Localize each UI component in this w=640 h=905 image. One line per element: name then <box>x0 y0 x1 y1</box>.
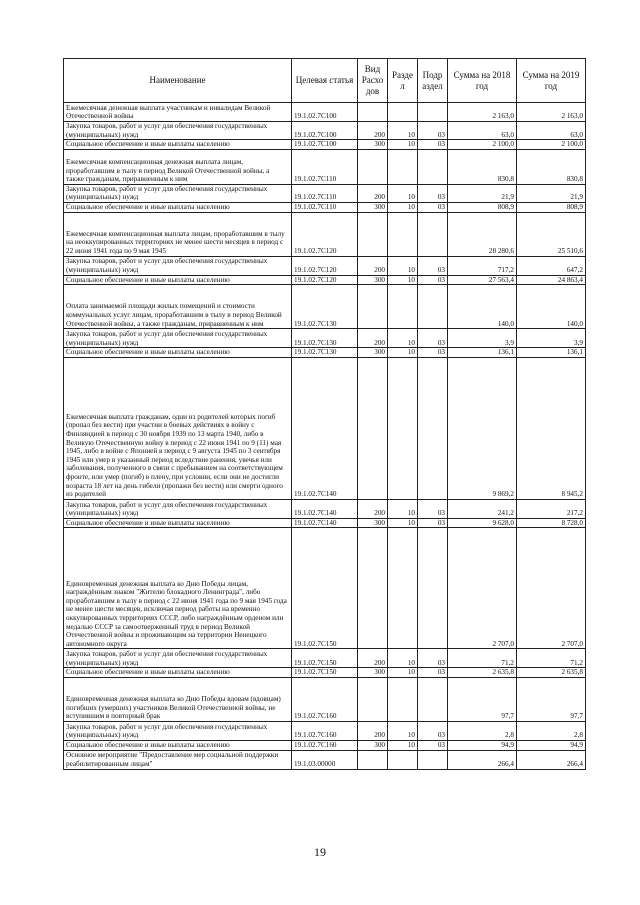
row-section <box>388 528 418 649</box>
row-sum-2018: 3,9 <box>448 329 517 348</box>
table-body <box>64 103 586 770</box>
row-target-article: 19.1.02.7С160 <box>292 721 358 740</box>
row-target-article: 19.1.02.7С140 <box>292 357 358 499</box>
row-expense-type: 200 <box>358 122 388 140</box>
row-sum-2018: 94,9 <box>448 740 517 750</box>
row-name: Единовременная денежная выплата ко Дню Победы вдовам (вдовцам) погибших (умерших) участников Великой Отечественной войны, не вступившим в повторный брак <box>64 677 292 721</box>
row-section: 10 <box>388 202 418 212</box>
row-name: Социальное обеспечение и иные выплаты населению <box>64 202 292 212</box>
row-sum-2018: 9 628,0 <box>448 518 517 528</box>
row-expense-type <box>358 677 388 721</box>
row-target-article: 19.1.02.7С160 <box>292 677 358 721</box>
row-expense-type: 200 <box>358 256 388 275</box>
row-section: 10 <box>388 122 418 140</box>
row-name: Социальное обеспечение и иные выплаты населению <box>64 348 292 358</box>
budget-table <box>63 58 586 770</box>
row-name: Закупка товаров, работ и услуг для обеспечения государственных (муниципальных) нужд <box>64 329 292 348</box>
row-name: Социальное обеспечение и иные выплаты населению <box>64 668 292 678</box>
row-name: Закупка товаров, работ и услуг для обеспечения государственных (муниципальных) нужд <box>64 721 292 740</box>
row-subsection: 03 <box>418 499 448 518</box>
table-row <box>64 275 586 285</box>
row-sum-2018: 21,9 <box>448 184 517 202</box>
row-target-article: 19.1.02.7С150 <box>292 668 358 678</box>
row-sum-2019: 2 100,0 <box>517 140 586 150</box>
row-expense-type: 200 <box>358 499 388 518</box>
row-expense-type <box>358 528 388 649</box>
row-section: 10 <box>388 740 418 750</box>
row-subsection: 03 <box>418 649 448 668</box>
row-target-article: 19.1.02.7С110 <box>292 149 358 184</box>
row-name: Закупка товаров, работ и услуг для обеспечения государственных (муниципальных) нужд <box>64 122 292 140</box>
header-row <box>64 59 586 103</box>
row-expense-type: 300 <box>358 518 388 528</box>
row-section <box>388 149 418 184</box>
row-expense-type <box>358 285 388 329</box>
row-section: 10 <box>388 275 418 285</box>
row-target-article: 19.1.03.00000 <box>292 750 358 769</box>
row-sum-2019: 25 510,6 <box>517 212 586 256</box>
row-subsection <box>418 103 448 122</box>
row-sum-2018: 97,7 <box>448 677 517 721</box>
table-row <box>64 528 586 649</box>
table-header <box>64 59 586 103</box>
row-target-article: 19.1.02.7С110 <box>292 202 358 212</box>
table-row <box>64 122 586 140</box>
row-subsection <box>418 528 448 649</box>
row-section <box>388 750 418 769</box>
row-name: Закупка товаров, работ и услуг для обеспечения государственных (муниципальных) нужд <box>64 184 292 202</box>
row-sum-2018: 71,2 <box>448 649 517 668</box>
header-section: Разде л <box>388 59 418 103</box>
table-row <box>64 750 586 769</box>
table-row <box>64 149 586 184</box>
row-subsection: 03 <box>418 329 448 348</box>
row-target-article: 19.1.02.7С120 <box>292 256 358 275</box>
row-subsection <box>418 149 448 184</box>
row-subsection: 03 <box>418 668 448 678</box>
table-row <box>64 285 586 329</box>
row-expense-type: 200 <box>358 721 388 740</box>
table-row <box>64 184 586 202</box>
table-row <box>64 357 586 499</box>
row-name: Закупка товаров, работ и услуг для обеспечения государственных (муниципальных) нужд <box>64 256 292 275</box>
row-expense-type: 300 <box>358 668 388 678</box>
row-sum-2019: 63,0 <box>517 122 586 140</box>
table-row <box>64 329 586 348</box>
header-sum-2019: Сумма на 2019 год <box>517 59 586 103</box>
row-section: 10 <box>388 721 418 740</box>
table-row <box>64 348 586 358</box>
row-name: Ежемесячная компенсационная денежная выплата лицам, проработавшим в тылу в период Великой Отечественной войны, а также гражданам, приравненным к ним <box>64 149 292 184</box>
row-sum-2019: 647,2 <box>517 256 586 275</box>
row-sum-2018: 717,2 <box>448 256 517 275</box>
row-section <box>388 212 418 256</box>
row-section: 10 <box>388 348 418 358</box>
row-target-article: 19.1.02.7С150 <box>292 528 358 649</box>
row-expense-type <box>358 149 388 184</box>
row-section: 10 <box>388 256 418 275</box>
row-sum-2018: 2 163,0 <box>448 103 517 122</box>
page-number: 19 <box>314 845 326 859</box>
row-subsection: 03 <box>418 140 448 150</box>
row-sum-2019: 808,9 <box>517 202 586 212</box>
row-target-article: 19.1.02.7С100 <box>292 122 358 140</box>
row-name: Закупка товаров, работ и услуг для обеспечения государственных (муниципальных) нужд <box>64 499 292 518</box>
header-target-article: Целевая статья <box>292 59 358 103</box>
row-expense-type: 300 <box>358 740 388 750</box>
row-section: 10 <box>388 184 418 202</box>
row-sum-2019: 8 945,2 <box>517 357 586 499</box>
row-expense-type: 300 <box>358 348 388 358</box>
table-row <box>64 103 586 122</box>
header-sum-2018: Сумма на 2018 год <box>448 59 517 103</box>
row-target-article: 19.1.02.7С130 <box>292 329 358 348</box>
row-sum-2018: 2 100,0 <box>448 140 517 150</box>
row-subsection: 03 <box>418 275 448 285</box>
row-sum-2019: 8 728,0 <box>517 518 586 528</box>
table-row <box>64 518 586 528</box>
row-subsection <box>418 212 448 256</box>
table-row <box>64 649 586 668</box>
row-sum-2018: 140,0 <box>448 285 517 329</box>
header-name: Наименование <box>64 59 292 103</box>
row-sum-2019: 830,8 <box>517 149 586 184</box>
row-sum-2018: 28 280,6 <box>448 212 517 256</box>
row-section: 10 <box>388 518 418 528</box>
table-row <box>64 740 586 750</box>
row-sum-2018: 2 635,8 <box>448 668 517 678</box>
row-sum-2019: 21,9 <box>517 184 586 202</box>
row-expense-type <box>358 357 388 499</box>
row-name: Ежемесячная выплата гражданам, одни из родителей которых погиб (пропал без вести) при участии в боевых действиях в войну с Финляндией в период с 30 ноября 1939 по 13 марта 1940, либо в Великую Отечественную войну в период с 22 июня 1941 по 9 (11) мая 1945, либо в войне с Японией в период с 9 августа 1945 по 3 сентября 1945 или умер в указанный период вследствие ранения, увечья или заболевания, полученного в связи с пребыванием на соответствующем фронте, или умер (погиб) в плену, при условии, если они не достигли возраста 18 лет на день гибели (пропажи без вести) или смерти одного из родителей <box>64 357 292 499</box>
row-sum-2019: 24 863,4 <box>517 275 586 285</box>
table-row <box>64 256 586 275</box>
row-name: Оплата занимаемой площади жилых помещений и стоимости коммунальных услуг лицам, проработавшим в тылу в период Великой Отечественной войны, а также гражданам, приравненным к ним <box>64 285 292 329</box>
row-subsection: 03 <box>418 721 448 740</box>
row-name: Социальное обеспечение и иные выплаты населению <box>64 275 292 285</box>
row-section <box>388 285 418 329</box>
row-sum-2018: 63,0 <box>448 122 517 140</box>
row-sum-2019: 2 635,8 <box>517 668 586 678</box>
table-row <box>64 677 586 721</box>
row-section <box>388 677 418 721</box>
row-sum-2018: 2 707,0 <box>448 528 517 649</box>
row-expense-type: 200 <box>358 329 388 348</box>
row-target-article: 19.1.02.7С130 <box>292 285 358 329</box>
row-target-article: 19.1.02.7С120 <box>292 275 358 285</box>
row-subsection: 03 <box>418 184 448 202</box>
row-expense-type: 200 <box>358 184 388 202</box>
row-expense-type <box>358 750 388 769</box>
row-section: 10 <box>388 329 418 348</box>
row-sum-2019: 97,7 <box>517 677 586 721</box>
row-sum-2019: 71,2 <box>517 649 586 668</box>
row-expense-type: 200 <box>358 649 388 668</box>
row-subsection <box>418 677 448 721</box>
row-name: Ежемесячная денежная выплата участникам и инвалидам Великой Отечественной войны <box>64 103 292 122</box>
row-target-article: 19.1.02.7С140 <box>292 499 358 518</box>
row-sum-2019: 140,0 <box>517 285 586 329</box>
row-subsection <box>418 357 448 499</box>
row-target-article: 19.1.02.7С130 <box>292 348 358 358</box>
row-target-article: 19.1.02.7С100 <box>292 103 358 122</box>
row-name: Основное мероприятие "Предоставление мер социальной поддержки реабилитированным лицам" <box>64 750 292 769</box>
row-sum-2018: 808,9 <box>448 202 517 212</box>
row-subsection: 03 <box>418 518 448 528</box>
table-row <box>64 202 586 212</box>
row-sum-2019: 266,4 <box>517 750 586 769</box>
row-sum-2019: 2 163,0 <box>517 103 586 122</box>
header-subsection: Подр аздел <box>418 59 448 103</box>
row-sum-2018: 2,8 <box>448 721 517 740</box>
table-row <box>64 668 586 678</box>
row-name: Закупка товаров, работ и услуг для обеспечения государственных (муниципальных) нужд <box>64 649 292 668</box>
row-sum-2018: 27 563,4 <box>448 275 517 285</box>
row-name: Ежемесячная компенсационная выплата лицам, проработавшим в тылу на неоккупированных территориях не менее шести месяцев в период с 22 июня 1941 года по 9 мая 1945 <box>64 212 292 256</box>
table-row <box>64 499 586 518</box>
row-target-article: 19.1.02.7С110 <box>292 184 358 202</box>
row-target-article: 19.1.02.7С140 <box>292 518 358 528</box>
table-row <box>64 140 586 150</box>
row-section <box>388 357 418 499</box>
row-sum-2018: 830,8 <box>448 149 517 184</box>
row-expense-type <box>358 212 388 256</box>
row-sum-2019: 136,1 <box>517 348 586 358</box>
row-expense-type: 300 <box>358 140 388 150</box>
row-subsection: 03 <box>418 348 448 358</box>
row-sum-2018: 136,1 <box>448 348 517 358</box>
row-expense-type: 300 <box>358 202 388 212</box>
row-sum-2018: 241,2 <box>448 499 517 518</box>
row-name: Единовременная денежная выплата ко Дню Победы лицам, награждённым знаком "Жителю блокадного Ленинграда", либо проработавшим в тылу в период с 22 июня 1941 года по 9 мая 1945 года не менее шести месяцев, исключая период работы на временно оккупированных территориях СССР, либо награждённым орденом или медалью СССР за самоотверженный труд в период Великой Отечественной войны и проживающим на территории Ненецкого автономного округа <box>64 528 292 649</box>
row-sum-2018: 266,4 <box>448 750 517 769</box>
row-section <box>388 103 418 122</box>
row-sum-2019: 217,2 <box>517 499 586 518</box>
row-sum-2019: 94,9 <box>517 740 586 750</box>
row-subsection: 03 <box>418 202 448 212</box>
row-target-article: 19.1.02.7С160 <box>292 740 358 750</box>
row-section: 10 <box>388 140 418 150</box>
row-target-article: 19.1.02.7С100 <box>292 140 358 150</box>
row-target-article: 19.1.02.7С120 <box>292 212 358 256</box>
row-subsection: 03 <box>418 256 448 275</box>
row-section: 10 <box>388 668 418 678</box>
header-expense-type: Вид Расхо дов <box>358 59 388 103</box>
table-row <box>64 212 586 256</box>
row-subsection: 03 <box>418 122 448 140</box>
row-name: Социальное обеспечение и иные выплаты населению <box>64 518 292 528</box>
row-sum-2019: 3,9 <box>517 329 586 348</box>
row-sum-2018: 9 869,2 <box>448 357 517 499</box>
row-expense-type <box>358 103 388 122</box>
row-sum-2019: 2 707,0 <box>517 528 586 649</box>
row-subsection <box>418 285 448 329</box>
row-target-article: 19.1.02.7С150 <box>292 649 358 668</box>
row-name: Социальное обеспечение и иные выплаты населению <box>64 140 292 150</box>
row-sum-2019: 2,8 <box>517 721 586 740</box>
row-section: 10 <box>388 649 418 668</box>
table-row <box>64 721 586 740</box>
row-subsection <box>418 750 448 769</box>
row-expense-type: 300 <box>358 275 388 285</box>
row-name: Социальное обеспечение и иные выплаты населению <box>64 740 292 750</box>
row-section: 10 <box>388 499 418 518</box>
row-subsection: 03 <box>418 740 448 750</box>
